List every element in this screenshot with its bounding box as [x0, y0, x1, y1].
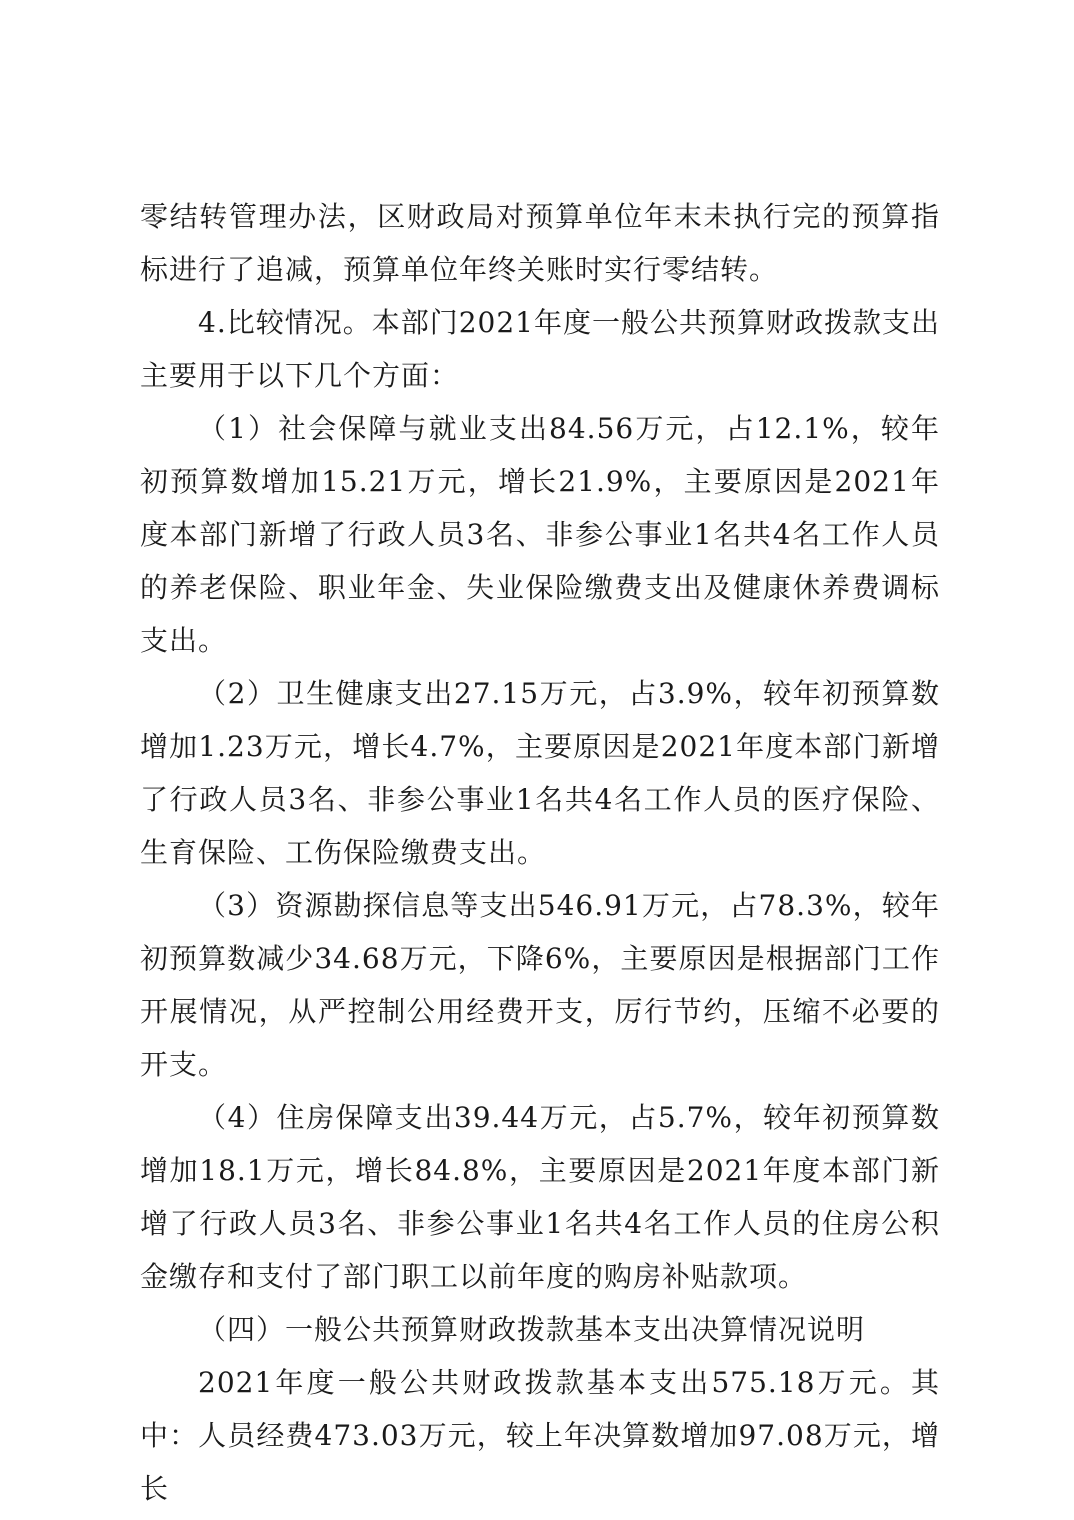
paragraph-comparison-intro: 4.比较情况。本部门2021年度一般公共预算财政拨款支出主要用于以下几个方面：: [140, 306, 940, 392]
paragraph-carryover: 零结转管理办法，区财政局对预算单位年末未执行完的预算指标进行了追减，预算单位年终关账时实行零结转。: [140, 200, 940, 286]
paragraph-health: （2）卫生健康支出27.15万元，占3.9%，较年初预算数增加1.23万元，增长4.7%，主要原因是2021年度本部门新增了行政人员3名、非参公事业1名共4名工作人员的医疗保险、生育保险、工伤保险缴费支出。: [140, 677, 940, 869]
section-heading-basic-expenditure: （四）一般公共预算财政拨款基本支出决算情况说明: [198, 1313, 866, 1346]
paragraph-resource-exploration: （3）资源勘探信息等支出546.91万元，占78.3%，较年初预算数减少34.68万元，下降6%，主要原因是根据部门工作开展情况，从严控制公用经费开支，厉行节约，压缩不必要的开支。: [140, 889, 940, 1081]
paragraph-social-security: （1）社会保障与就业支出84.56万元，占12.1%，较年初预算数增加15.21万元，增长21.9%，主要原因是2021年度本部门新增了行政人员3名、非参公事业1名共4名工作人员的养老保险、职业年金、失业保险缴费支出及健康休养费调标支出。: [140, 412, 940, 657]
paragraph-basic-expenditure: 2021年度一般公共财政拨款基本支出575.18万元。其中：人员经费473.03万元，较上年决算数增加97.08万元，增长: [140, 1366, 940, 1505]
body-text: [140, 190, 940, 1515]
paragraph-housing: （4）住房保障支出39.44万元，占5.7%，较年初预算数增加18.1万元，增长84.8%，主要原因是2021年度本部门新增了行政人员3名、非参公事业1名共4名工作人员的住房公积金缴存和支付了部门职工以前年度的购房补贴款项。: [140, 1101, 940, 1293]
